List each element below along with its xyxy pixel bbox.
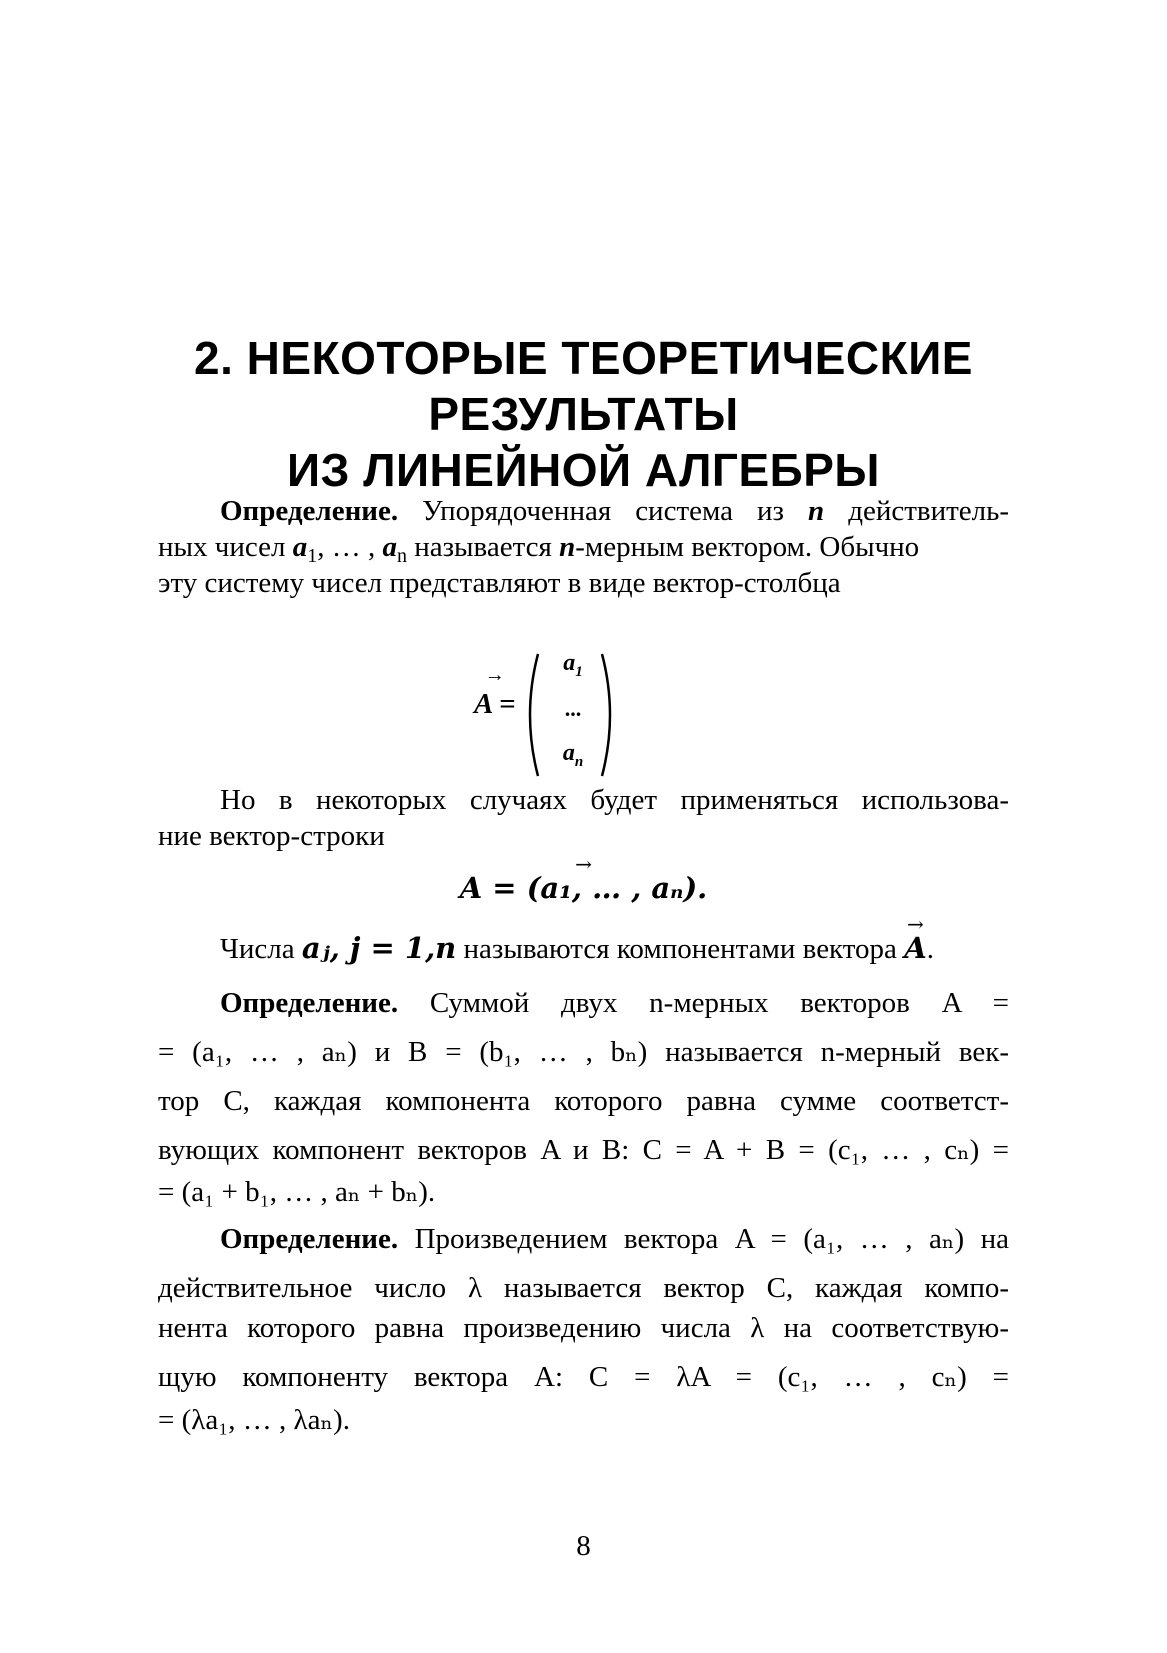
def2-text-1: Суммой двух n-мерных векторов A = — [429, 987, 1009, 1019]
def1-text-5: -мерным вектором. Обычно — [575, 531, 920, 563]
p3-text-1: Числа — [220, 933, 295, 965]
title-line-1: 2. НЕКОТОРЫЕ ТЕОРЕТИЧЕСКИЕ — [194, 332, 973, 384]
def1-text-3: ных чисел — [158, 531, 286, 563]
def2-line-4: вующих компонент векторов A и B: C = A + B = (c₁, … , cₙ) = — [158, 1134, 1009, 1166]
def1-text-1: Упорядоченная система из — [422, 495, 785, 527]
def1-n-2: n — [559, 531, 576, 563]
def2-line-5: = (a₁ + b₁, … , aₙ + bₙ). — [158, 1176, 436, 1208]
def1-line-2 — [158, 529, 1009, 565]
def3-line-2: действительное число λ называется вектор C, каждая компо- — [158, 1272, 1009, 1304]
vector-a-symbol: → A = — [474, 688, 516, 721]
def1-an: a — [382, 531, 397, 563]
def1-an-sub: n — [396, 545, 407, 567]
def2-line-2: = (a₁, … , aₙ) и B = (b₁, … , bₙ) называется n-мерный век- — [158, 1036, 1009, 1068]
title-line-3: ИЗ ЛИНЕЙНОЙ АЛГЕБРЫ — [287, 444, 880, 496]
row-vector-eq-text: → A = (a₁, … , aₙ). — [460, 870, 708, 906]
def2-line-3: тор C, каждая компонента которого равна сумме соответст- — [158, 1085, 1009, 1117]
def3-label: Определение. — [220, 1223, 399, 1255]
def3-line-1 — [220, 1221, 1009, 1257]
def1-line-1 — [220, 493, 1009, 529]
p3-text-2: называются компонентами вектора — [463, 933, 897, 965]
p3-vector: → A — [904, 930, 927, 966]
matrix-row-1: $a_1$ — [563, 650, 583, 680]
p3-math: aⱼ, j = 1,n — [301, 931, 457, 965]
chapter-title — [0, 330, 1167, 498]
column-vector-lhs — [474, 688, 516, 721]
p3-end: . — [926, 933, 934, 965]
column-vector-matrix — [520, 650, 640, 780]
p2-line-1: Но в некоторых случаях будет применяться использова- — [220, 784, 1009, 816]
row-vector-equation — [158, 870, 1009, 906]
page-number: 8 — [576, 1530, 591, 1562]
def1-a1: a — [292, 531, 308, 563]
title-line-2: РЕЗУЛЬТАТЫ — [428, 388, 739, 440]
def3-text-1: Произведением вектора A = (a₁, … , aₙ) на — [414, 1223, 1009, 1255]
def3-line-5: = (λa₁, … , λaₙ). — [158, 1404, 350, 1436]
p3-line — [220, 930, 1009, 967]
matrix-row-2: ... — [564, 696, 582, 721]
def1-line-3: эту систему чисел представляют в виде вектор-столбца — [158, 567, 841, 599]
def1-text-2: действитель- — [848, 495, 1009, 527]
def1-text-4: называется — [414, 531, 552, 563]
def1-label: Определение. — [220, 495, 399, 527]
def1-a1-sub: 1 — [307, 545, 318, 567]
def3-line-4: щую компоненту вектора A: C = λA = (c₁, … , cₙ) = — [158, 1361, 1009, 1393]
def2-line-1 — [220, 985, 1009, 1021]
matrix-row-3: $a_n$ — [562, 740, 584, 770]
p2-line-2: ние вектор-строки — [158, 820, 385, 852]
def2-label: Определение. — [220, 987, 399, 1019]
def1-n: n — [808, 495, 825, 527]
def1-dots: , … , — [317, 531, 376, 563]
def3-line-3: нента которого равна произведению числа λ на соответствую- — [158, 1312, 1009, 1344]
